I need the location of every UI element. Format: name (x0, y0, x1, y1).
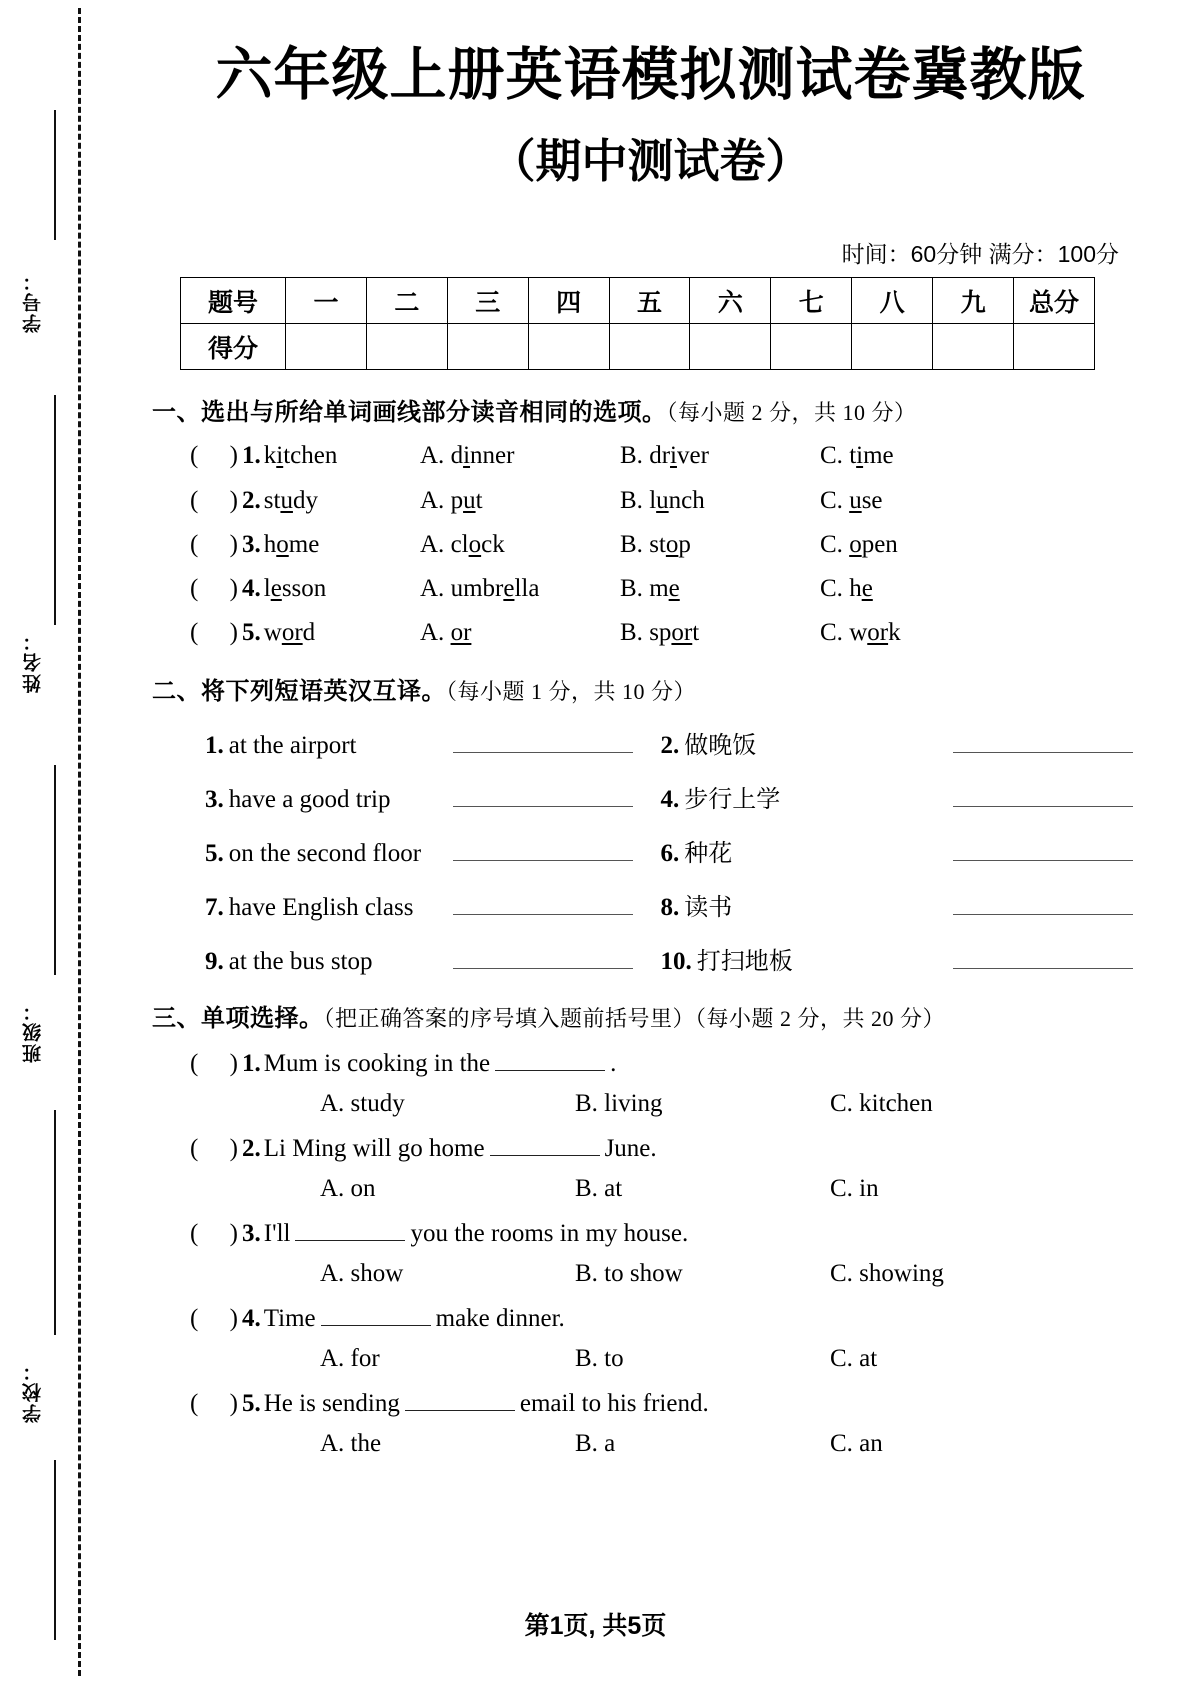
option-b[interactable]: B. me (620, 575, 680, 603)
question-stem: 4. lesson (242, 575, 327, 603)
list-item (150, 887, 1151, 922)
section-three-note: （把正确答案的序号填入题前括号里）（每小题 2 分，共 20 分） (323, 1005, 946, 1031)
item-index: 1. (205, 731, 224, 759)
score-col-total: 总分 (1014, 278, 1095, 324)
option-c[interactable]: C. in (830, 1174, 879, 1202)
exam-meta: 时间：60分钟 满分：100分 (841, 241, 1119, 268)
question-stem: 1. Mum is cooking in the . (242, 1049, 617, 1077)
list-item (150, 779, 1151, 814)
option-a[interactable]: A. clock (420, 530, 505, 558)
translation-item (651, 779, 1152, 814)
list-item (150, 617, 1151, 648)
translation-item (651, 887, 1152, 922)
option-c[interactable]: C. use (820, 486, 883, 514)
list-item (150, 440, 1151, 471)
score-col-2: 二 (366, 278, 447, 324)
section-heading-one (150, 392, 1151, 427)
sealing-strip (0, 0, 110, 1684)
answer-bracket[interactable]: ( ) (190, 442, 238, 470)
question-row (150, 1050, 1151, 1078)
answer-blank[interactable] (295, 1221, 405, 1241)
exam-page (110, 0, 1191, 1684)
option-a[interactable]: A. put (420, 486, 483, 514)
option-a[interactable]: A. show (320, 1259, 404, 1287)
section-two-note: （每小题 1 分，共 10 分） (446, 678, 697, 704)
option-c[interactable]: C. showing (830, 1259, 944, 1287)
answer-blank[interactable] (405, 1391, 515, 1411)
score-cell-8[interactable] (852, 324, 933, 370)
option-row (150, 1175, 1151, 1203)
score-col-1: 一 (286, 278, 367, 324)
seal-rule-2 (54, 395, 56, 625)
option-c[interactable]: C. work (820, 619, 901, 647)
answer-blank[interactable] (953, 893, 1133, 915)
list-item (150, 833, 1151, 868)
score-table-row-label: 得分 (181, 324, 286, 370)
option-a[interactable]: A. the (320, 1429, 382, 1457)
option-row (150, 1430, 1151, 1458)
question-row (150, 1305, 1151, 1333)
score-col-3: 三 (447, 278, 528, 324)
section-three-number: 三、 (152, 1004, 201, 1032)
score-cell-2[interactable] (366, 324, 447, 370)
list-item (150, 1220, 1151, 1288)
score-cell-7[interactable] (771, 324, 852, 370)
table-row (181, 278, 1095, 324)
translation-item (651, 941, 1152, 976)
option-a[interactable]: A. for (320, 1344, 380, 1372)
score-cell-9[interactable] (933, 324, 1014, 370)
list-item (150, 573, 1151, 604)
option-a[interactable]: A. umbrella (420, 575, 540, 603)
answer-blank[interactable] (490, 1136, 600, 1156)
question-stem: 5. He is sending email to his friend. (242, 1389, 709, 1417)
item-index: 8. (660, 893, 680, 921)
list-item (150, 725, 1151, 760)
translation-item (651, 725, 1152, 760)
item-text: 打扫地板 (696, 947, 793, 975)
sidebar-label-class: 班级： (23, 1000, 44, 1063)
score-cell-6[interactable] (690, 324, 771, 370)
section-three-title: 单项选择。 (201, 1004, 324, 1032)
item-index: 4. (660, 785, 680, 813)
answer-blank[interactable] (495, 1051, 605, 1071)
answer-bracket[interactable]: ( ) (190, 1219, 238, 1247)
item-text: on the second floor (228, 839, 422, 867)
question-stem: 1. kitchen (242, 442, 338, 470)
seal-rule-4 (54, 1110, 56, 1335)
option-b[interactable]: B. driver (620, 442, 709, 470)
question-row (150, 1220, 1151, 1248)
section-heading-three (150, 998, 1151, 1033)
answer-blank[interactable] (453, 893, 633, 915)
item-text: at the bus stop (228, 947, 373, 975)
page-footer: 第1页, 共5页 (524, 1612, 667, 1640)
score-cell-1[interactable] (286, 324, 367, 370)
answer-blank[interactable] (453, 947, 633, 969)
option-a[interactable]: A. on (320, 1174, 376, 1202)
translation-item (150, 947, 651, 976)
section-heading-two (150, 671, 1151, 706)
item-text: 种花 (684, 839, 733, 867)
item-text: at the airport (228, 731, 357, 759)
item-text: have English class (228, 893, 414, 921)
page-title: 六年级上册英语模拟测试卷冀教版 (215, 43, 1086, 107)
score-cell-5[interactable] (609, 324, 690, 370)
list-item (150, 1305, 1151, 1373)
answer-blank[interactable] (953, 731, 1133, 753)
score-col-7: 七 (771, 278, 852, 324)
option-a[interactable]: A. or (420, 619, 472, 647)
answer-bracket[interactable]: ( ) (190, 1134, 238, 1162)
option-c[interactable]: C. an (830, 1429, 883, 1457)
list-item (150, 529, 1151, 560)
question-row (150, 1135, 1151, 1163)
option-a[interactable]: A. dinner (420, 442, 515, 470)
option-b[interactable]: B. sport (620, 619, 700, 647)
score-cell-3[interactable] (447, 324, 528, 370)
question-stem: 5. word (242, 619, 316, 647)
list-item (150, 1050, 1151, 1118)
score-col-8: 八 (852, 278, 933, 324)
section-two-number: 二、 (152, 677, 201, 705)
answer-blank[interactable] (453, 785, 633, 807)
item-index: 5. (205, 839, 224, 867)
option-row (150, 1345, 1151, 1373)
question-stem: 3. home (242, 530, 320, 558)
option-c[interactable]: C. time (820, 442, 894, 470)
option-c[interactable]: C. he (820, 575, 873, 603)
score-table (180, 277, 1095, 370)
answer-bracket[interactable]: ( ) (190, 1049, 238, 1077)
score-table-row-label: 题号 (181, 278, 286, 324)
option-c[interactable]: C. open (820, 530, 898, 558)
seal-dashed-line (78, 8, 81, 1676)
sidebar-label-school: 学校： (23, 1360, 44, 1423)
section-one-note: （每小题 2 分，共 10 分） (666, 400, 917, 426)
section-two-items (150, 725, 1151, 976)
section-one-questions (150, 440, 1151, 648)
answer-blank[interactable] (953, 947, 1133, 969)
option-row (150, 1090, 1151, 1118)
translation-item (150, 785, 651, 814)
answer-blank[interactable] (321, 1306, 431, 1326)
section-three-questions (150, 1050, 1151, 1458)
score-col-5: 五 (609, 278, 690, 324)
section-one-title: 选出与所给单词画线部分读音相同的选项。 (201, 399, 667, 427)
page-subtitle: （期中测试卷） (489, 134, 812, 187)
item-index: 2. (660, 731, 680, 759)
question-stem: 3. I'll you the rooms in my house. (242, 1219, 689, 1247)
option-b[interactable]: B. to (575, 1344, 624, 1372)
item-text: 读书 (684, 893, 733, 921)
item-text: 步行上学 (684, 785, 781, 813)
question-stem: 2. Li Ming will go home June. (242, 1134, 657, 1162)
answer-bracket[interactable]: ( ) (190, 619, 238, 647)
item-index: 6. (660, 839, 680, 867)
answer-bracket[interactable]: ( ) (190, 1304, 238, 1332)
score-cell-4[interactable] (528, 324, 609, 370)
section-one-number: 一、 (152, 399, 201, 427)
score-col-4: 四 (528, 278, 609, 324)
sidebar-label-student-id: 学号： (23, 270, 44, 333)
translation-item (150, 893, 651, 922)
answer-bracket[interactable]: ( ) (190, 530, 238, 558)
answer-blank[interactable] (453, 839, 633, 861)
option-row (150, 1260, 1151, 1288)
option-b[interactable]: B. at (575, 1174, 623, 1202)
translation-item (651, 833, 1152, 868)
seal-rule-1 (54, 110, 56, 240)
list-item (150, 941, 1151, 976)
translation-item (150, 839, 651, 868)
answer-blank[interactable] (953, 785, 1133, 807)
score-cell-total[interactable] (1014, 324, 1095, 370)
question-stem: 2. study (242, 486, 318, 514)
option-b[interactable]: B. living (575, 1089, 663, 1117)
seal-rule-3 (54, 765, 56, 975)
question-row (150, 1390, 1151, 1418)
option-b[interactable]: B. to show (575, 1259, 683, 1287)
answer-blank[interactable] (453, 731, 633, 753)
item-index: 9. (205, 947, 224, 975)
option-a[interactable]: A. study (320, 1089, 405, 1117)
score-col-9: 九 (933, 278, 1014, 324)
score-col-6: 六 (690, 278, 771, 324)
option-c[interactable]: C. kitchen (830, 1089, 933, 1117)
item-text: 做晚饭 (684, 731, 757, 759)
item-index: 7. (205, 893, 224, 921)
section-two-title: 将下列短语英汉互译。 (201, 677, 446, 705)
item-index: 3. (205, 785, 224, 813)
option-b[interactable]: B. stop (620, 530, 691, 558)
option-b[interactable]: B. lunch (620, 486, 705, 514)
option-b[interactable]: B. a (575, 1429, 616, 1457)
answer-bracket[interactable]: ( ) (190, 575, 238, 603)
answer-bracket[interactable]: ( ) (190, 1389, 238, 1417)
table-row (181, 324, 1095, 370)
list-item (150, 1390, 1151, 1458)
list-item (150, 485, 1151, 516)
translation-item (150, 731, 651, 760)
item-text: have a good trip (228, 785, 391, 813)
option-c[interactable]: C. at (830, 1344, 878, 1372)
sidebar-label-name: 姓名： (23, 630, 44, 693)
question-stem: 4. Time make dinner. (242, 1304, 565, 1332)
answer-blank[interactable] (953, 839, 1133, 861)
list-item (150, 1135, 1151, 1203)
item-index: 10. (660, 947, 692, 975)
answer-bracket[interactable]: ( ) (190, 486, 238, 514)
